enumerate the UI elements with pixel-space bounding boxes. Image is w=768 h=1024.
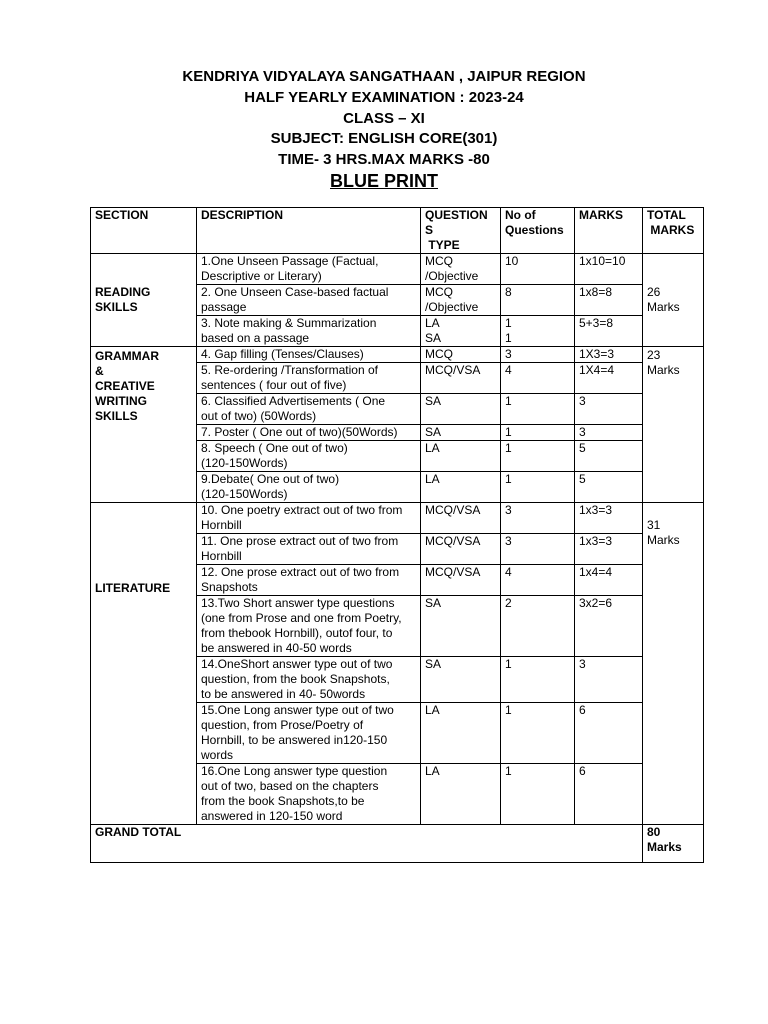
col-header-description: DESCRIPTION <box>197 208 421 254</box>
row-marks: 1x4=4 <box>575 565 643 596</box>
table-header-row <box>91 208 704 254</box>
row-no-of-questions: 8 <box>501 285 575 316</box>
row-description-line: 14.OneShort answer type out of two <box>201 657 393 671</box>
row-no-of-questions-line: 1 <box>505 316 512 330</box>
row-description-line: question, from Prose/Poetry of <box>201 718 364 732</box>
row-marks: 1x8=8 <box>575 285 643 316</box>
table-row <box>91 347 704 363</box>
row-description-line: 1.One Unseen Passage (Factual, <box>201 254 379 268</box>
row-description-line: (120-150Words) <box>201 456 288 470</box>
grand-total-value <box>643 825 704 863</box>
row-description-line: 2. One Unseen Case-based factual <box>201 285 389 299</box>
section-reading-line1: READING <box>95 285 151 299</box>
col-header-total-marks <box>643 208 704 254</box>
row-no-of-questions: 4 <box>501 363 575 394</box>
row-description <box>197 657 421 703</box>
row-description-line: Hornbill <box>201 518 242 532</box>
total-grammar-unit: Marks <box>647 363 680 377</box>
header-line-1: KENDRIYA VIDYALAYA SANGATHAAN , JAIPUR REGION <box>182 68 586 85</box>
row-description <box>197 472 421 503</box>
col-header-no-of-questions-line1: No of <box>505 208 536 222</box>
row-question-type: MCQ/VSA <box>421 565 501 596</box>
section-grammar-creative-writing <box>91 347 197 503</box>
row-description-line: (one from Prose and one from Poetry, <box>201 611 402 625</box>
row-description <box>197 565 421 596</box>
row-no-of-questions: 3 <box>501 534 575 565</box>
col-header-question-type-line3: TYPE <box>425 238 460 252</box>
section-reading-skills <box>91 254 197 347</box>
row-marks: 1x3=3 <box>575 534 643 565</box>
row-question-type: LA <box>421 472 501 503</box>
row-question-type: SA <box>421 657 501 703</box>
row-description-line: 13.Two Short answer type questions <box>201 596 395 610</box>
row-description-line: based on a passage <box>201 331 310 345</box>
header-line-5: TIME- 3 HRS.MAX MARKS -80 <box>278 151 490 168</box>
row-description-line: 15.One Long answer type out of two <box>201 703 394 717</box>
row-question-type-line: /Objective <box>425 269 479 283</box>
header-line-3: CLASS – XI <box>343 110 425 127</box>
row-no-of-questions: 10 <box>501 254 575 285</box>
table-row <box>91 503 704 534</box>
col-header-no-of-questions-line2: Questions <box>505 223 564 237</box>
row-description-line: passage <box>201 300 247 314</box>
row-marks: 6 <box>575 764 643 825</box>
grand-total-unit: Marks <box>647 840 682 854</box>
row-description-line: Hornbill <box>201 549 242 563</box>
header-line-4: SUBJECT: ENGLISH CORE(301) <box>270 130 498 147</box>
row-question-type-line: SA <box>425 331 442 345</box>
row-description <box>197 534 421 565</box>
total-literature-number: 31 <box>647 518 661 532</box>
header-line-2: HALF YEARLY EXAMINATION : 2023-24 <box>244 89 524 106</box>
row-description <box>197 764 421 825</box>
row-description: 7. Poster ( One out of two)(50Words) <box>197 425 421 441</box>
row-no-of-questions: 2 <box>501 596 575 657</box>
row-description <box>197 503 421 534</box>
section-grammar-line1: GRAMMAR <box>95 349 159 363</box>
row-description-line: to be answered in 40- 50words <box>201 687 366 701</box>
row-question-type: LA <box>421 703 501 764</box>
row-marks: 1X4=4 <box>575 363 643 394</box>
total-reading-unit: Marks <box>647 300 680 314</box>
total-literature-unit: Marks <box>647 533 680 547</box>
row-marks: 5 <box>575 472 643 503</box>
row-no-of-questions-line: 1 <box>505 331 512 345</box>
row-question-type: MCQ/VSA <box>421 363 501 394</box>
col-header-section: SECTION <box>91 208 197 254</box>
row-no-of-questions: 4 <box>501 565 575 596</box>
row-description-line: be answered in 40-50 words <box>201 641 352 655</box>
section-grammar-line5: SKILLS <box>95 409 138 423</box>
row-no-of-questions <box>501 316 575 347</box>
row-description-line: out of two, based on the chapters <box>201 779 379 793</box>
row-description-line: sentences ( four out of five) <box>201 378 347 392</box>
row-description: 4. Gap filling (Tenses/Clauses) <box>197 347 421 363</box>
row-marks: 3 <box>575 425 643 441</box>
row-description-line: Descriptive or Literary) <box>201 269 322 283</box>
row-marks: 6 <box>575 703 643 764</box>
total-reading-number: 26 <box>647 285 661 299</box>
row-description-line: 3. Note making & Summarization <box>201 316 377 330</box>
row-question-type <box>421 254 501 285</box>
row-question-type-line: LA <box>425 316 440 330</box>
row-question-type: SA <box>421 425 501 441</box>
row-description-line: 9.Debate( One out of two) <box>201 472 340 486</box>
section-grammar-line3: CREATIVE <box>95 379 155 393</box>
row-description <box>197 363 421 394</box>
row-marks: 3 <box>575 394 643 425</box>
table-row <box>91 254 704 285</box>
row-question-type: MCQ/VSA <box>421 534 501 565</box>
col-header-question-type-line1: QUESTION <box>425 208 488 222</box>
row-no-of-questions: 1 <box>501 394 575 425</box>
section-grammar-line2: & <box>95 364 104 378</box>
row-description-line: Hornbill, to be answered in120-150 <box>201 733 388 747</box>
col-header-total-marks-line2: MARKS <box>647 223 695 237</box>
col-header-total-marks-line1: TOTAL <box>647 208 686 222</box>
blueprint-table <box>90 207 704 863</box>
row-question-type: SA <box>421 596 501 657</box>
row-description-line: question, from the book Snapshots, <box>201 672 390 686</box>
row-question-type-line: /Objective <box>425 300 479 314</box>
row-no-of-questions: 1 <box>501 425 575 441</box>
row-description-line: answered in 120-150 word <box>201 809 343 823</box>
row-marks: 3x2=6 <box>575 596 643 657</box>
row-question-type <box>421 285 501 316</box>
row-description <box>197 441 421 472</box>
row-marks: 1x10=10 <box>575 254 643 285</box>
row-no-of-questions: 1 <box>501 472 575 503</box>
row-description <box>197 254 421 285</box>
row-no-of-questions: 1 <box>501 441 575 472</box>
row-no-of-questions: 1 <box>501 703 575 764</box>
row-question-type-line: MCQ <box>425 254 453 268</box>
col-header-marks: MARKS <box>575 208 643 254</box>
total-reading-skills <box>643 254 704 347</box>
row-description <box>197 394 421 425</box>
row-description-line: 6. Classified Advertisements ( One <box>201 394 386 408</box>
row-marks: 5+3=8 <box>575 316 643 347</box>
row-description-line: words <box>201 748 234 762</box>
row-description-line: 8. Speech ( One out of two) <box>201 441 348 455</box>
row-description <box>197 316 421 347</box>
row-description <box>197 596 421 657</box>
row-question-type: LA <box>421 764 501 825</box>
row-question-type: SA <box>421 394 501 425</box>
row-question-type: MCQ/VSA <box>421 503 501 534</box>
section-grammar-line4: WRITING <box>95 394 147 408</box>
row-description-line: 11. One prose extract out of two from <box>201 534 399 548</box>
grand-total-number: 80 <box>647 825 661 839</box>
total-grammar-creative-writing <box>643 347 704 503</box>
row-description <box>197 285 421 316</box>
row-no-of-questions: 3 <box>501 503 575 534</box>
row-description-line: 12. One prose extract out of two from <box>201 565 400 579</box>
row-marks: 1X3=3 <box>575 347 643 363</box>
row-description-line: from thebook Hornbill), outof four, to <box>201 626 393 640</box>
row-marks: 1x3=3 <box>575 503 643 534</box>
row-question-type: LA <box>421 441 501 472</box>
col-header-question-type-line2: S <box>425 223 434 237</box>
row-no-of-questions: 3 <box>501 347 575 363</box>
row-description <box>197 703 421 764</box>
row-question-type-line: MCQ <box>425 285 453 299</box>
row-marks: 3 <box>575 657 643 703</box>
total-literature <box>643 503 704 825</box>
row-description-line: out of two) (50Words) <box>201 409 317 423</box>
row-description-line: from the book Snapshots,to be <box>201 794 365 808</box>
section-reading-line2: SKILLS <box>95 300 138 314</box>
col-header-question-type <box>421 208 501 254</box>
row-description-line: 5. Re-ordering /Transformation of <box>201 363 378 377</box>
row-question-type <box>421 316 501 347</box>
row-no-of-questions: 1 <box>501 764 575 825</box>
total-grammar-number: 23 <box>647 348 661 362</box>
row-description-line: 10. One poetry extract out of two from <box>201 503 403 517</box>
row-marks: 5 <box>575 441 643 472</box>
row-description-line: Snapshots <box>201 580 258 594</box>
grand-total-row <box>91 825 704 863</box>
col-header-no-of-questions <box>501 208 575 254</box>
row-no-of-questions: 1 <box>501 657 575 703</box>
row-question-type: MCQ <box>421 347 501 363</box>
section-literature: LITERATURE <box>91 503 197 825</box>
page-title: BLUE PRINT <box>330 171 438 191</box>
row-description-line: (120-150Words) <box>201 487 288 501</box>
row-description-line: 16.One Long answer type question <box>201 764 388 778</box>
grand-total-label: GRAND TOTAL <box>91 825 643 863</box>
